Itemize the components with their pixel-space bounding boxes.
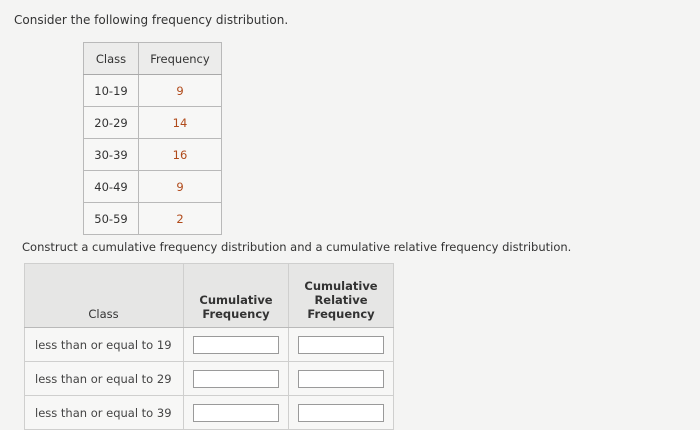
table-row <box>84 203 222 235</box>
cumulative-relative-frequency-cell <box>289 362 394 396</box>
table-header-row <box>25 264 394 328</box>
cumulative-frequency-cell <box>184 396 289 430</box>
header-class: Class <box>25 264 184 328</box>
class-cell: less than or equal to 19 <box>25 328 184 362</box>
table-row <box>84 107 222 139</box>
header-frequency: Frequency <box>139 43 222 75</box>
frequency-cell: 9 <box>139 75 222 107</box>
class-cell: 10-19 <box>84 75 139 107</box>
frequency-cell: 14 <box>139 107 222 139</box>
cumulative-relative-frequency-input[interactable] <box>298 336 384 354</box>
table-row <box>84 139 222 171</box>
table-row <box>84 75 222 107</box>
cumulative-frequency-cell <box>184 362 289 396</box>
cumulative-relative-frequency-cell <box>289 396 394 430</box>
cumulative-frequency-input[interactable] <box>193 370 279 388</box>
class-cell: 20-29 <box>84 107 139 139</box>
table-row <box>25 328 394 362</box>
table-row <box>25 362 394 396</box>
cumulative-frequency-cell <box>184 328 289 362</box>
header-cumulative-relative-frequency <box>289 264 394 328</box>
cumulative-table <box>24 263 394 430</box>
header-line: Frequency <box>307 307 375 321</box>
cumulative-relative-frequency-input[interactable] <box>298 370 384 388</box>
header-line: Cumulative <box>304 279 378 293</box>
cumulative-relative-frequency-cell <box>289 328 394 362</box>
header-line: Frequency <box>202 307 270 321</box>
frequency-cell: 16 <box>139 139 222 171</box>
table-header-row <box>84 43 222 75</box>
header-line: Relative <box>314 293 368 307</box>
class-cell: 50-59 <box>84 203 139 235</box>
table-row <box>25 396 394 430</box>
header-class: Class <box>84 43 139 75</box>
class-cell: 30-39 <box>84 139 139 171</box>
frequency-cell: 2 <box>139 203 222 235</box>
instruction-text: Construct a cumulative frequency distribution and a cumulative relative frequency distribution. <box>22 240 572 254</box>
header-line: Cumulative <box>199 293 273 307</box>
header-cumulative-frequency <box>184 264 289 328</box>
frequency-cell: 9 <box>139 171 222 203</box>
cumulative-frequency-input[interactable] <box>193 336 279 354</box>
frequency-table <box>83 42 222 235</box>
question-text: Consider the following frequency distribution. <box>14 13 289 27</box>
class-cell: 40-49 <box>84 171 139 203</box>
class-cell: less than or equal to 39 <box>25 396 184 430</box>
class-cell: less than or equal to 29 <box>25 362 184 396</box>
table-row <box>84 171 222 203</box>
